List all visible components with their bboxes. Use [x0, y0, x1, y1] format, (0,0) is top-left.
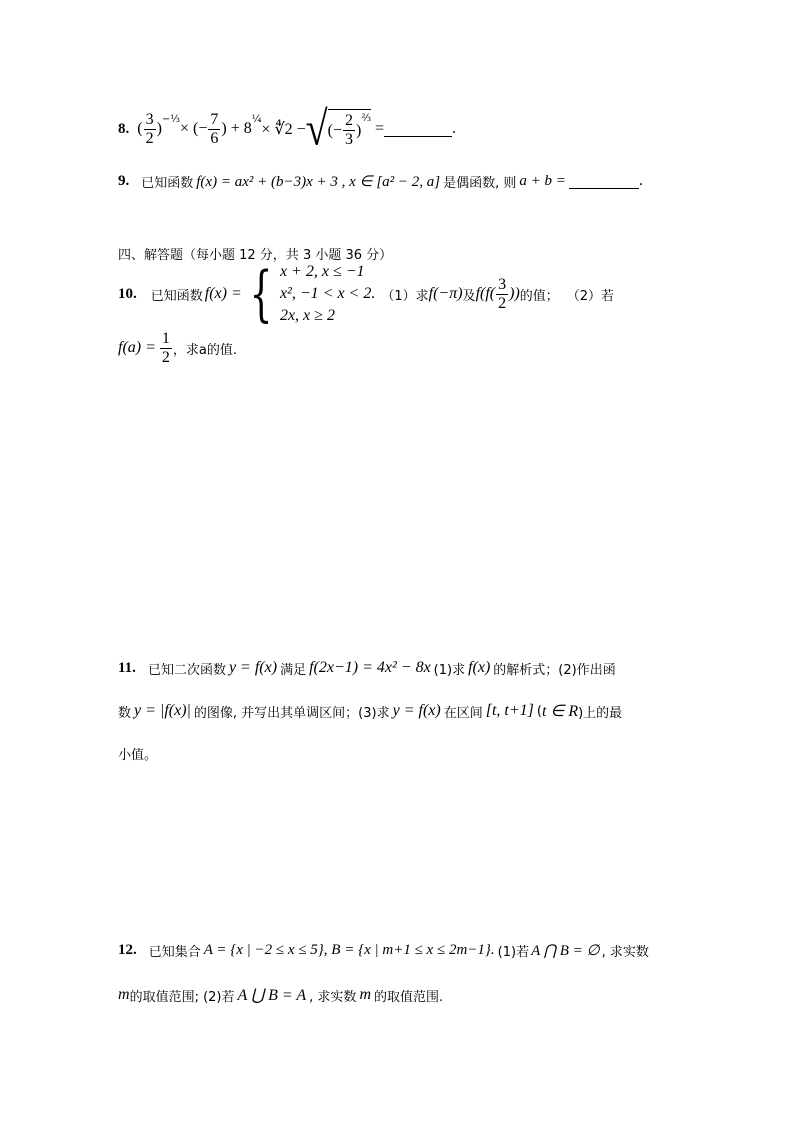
numerator: 2 [344, 112, 353, 129]
math-text: ) [355, 121, 362, 139]
question-10-cont [118, 328, 237, 368]
case-2: x², −1 < x < 2. [279, 285, 376, 302]
question-text: 已知函数 [150, 288, 203, 304]
question-8 [118, 101, 457, 156]
math-expression: [t, t+1] [485, 702, 534, 719]
question-text: 已知集合 [148, 944, 201, 960]
fraction [160, 330, 172, 367]
question-9 [118, 170, 643, 192]
left-brace: { [249, 259, 273, 329]
answer-blank[interactable] [384, 122, 452, 137]
question-number: 12. [118, 941, 137, 958]
question-text: 的值； [519, 288, 559, 304]
question-number: 11. [118, 659, 136, 676]
question-text: ，求a的值. [172, 342, 238, 358]
math-text: ) + 8 [221, 120, 252, 137]
question-text: 的图像, 并写出其单调区间；(3)求 [193, 705, 390, 721]
numerator: 3 [145, 110, 154, 128]
math-expression: f(x) = [204, 285, 242, 302]
question-text: )上的最 [578, 705, 623, 721]
question-12-line2 [118, 983, 443, 1007]
math-expression: f(−π) [428, 285, 463, 302]
case-1: x + 2, x ≤ −1 [279, 263, 365, 280]
question-text: 已知二次函数 [147, 662, 226, 678]
section-heading: 四、解答题（每小题 12 分，共 3 小题 36 分） [118, 248, 393, 263]
exponent: ⅔ [361, 113, 372, 124]
question-text: 已知函数 [141, 175, 194, 191]
exponent: −⅓ [161, 113, 180, 125]
math-expression: f(f( [475, 285, 496, 302]
denominator: 6 [210, 129, 219, 147]
question-text: 的取值范围; (2)若 [129, 989, 235, 1005]
sqrt-symbol: √ [305, 101, 328, 156]
answer-blank[interactable] [569, 174, 639, 189]
question-number: 8. [118, 120, 130, 137]
math-expression: y = f(x) [392, 702, 441, 719]
fraction [496, 276, 508, 313]
numerator: 7 [210, 110, 219, 128]
math-text: = [375, 120, 385, 137]
case-3: 2x, x ≥ 2 [279, 307, 335, 324]
math-expression: f(a) = [118, 339, 156, 356]
math-text: ) [156, 120, 162, 137]
numerator: 3 [498, 275, 507, 293]
exponent: ¼ [251, 113, 262, 125]
question-12 [118, 938, 649, 962]
math-text: ( [137, 120, 143, 137]
question-number: 10. [118, 285, 137, 302]
math-expression: f(2x−1) = 4x² − 8x [309, 659, 431, 676]
question-text: 是偶函数, 则 [443, 175, 517, 191]
question-11-line2 [118, 699, 622, 723]
question-text: , 求实数 [309, 989, 357, 1005]
math-text: × (− [179, 120, 208, 137]
math-expression: y = f(x) [228, 659, 278, 676]
question-10 [118, 259, 615, 329]
math-expression: A ⋂ B = ∅ [531, 942, 600, 959]
fraction [343, 112, 355, 149]
question-text: 及 [462, 288, 476, 304]
question-text: 数 [118, 705, 132, 721]
math-text: . [452, 120, 457, 137]
part-label: （2）若 [566, 288, 615, 304]
math-expression: A ⋃ B = A [237, 987, 307, 1004]
math-expression: m [118, 986, 130, 1003]
question-text: 的解析式；(2)作出函 [493, 662, 616, 678]
sqrt-content [328, 109, 371, 149]
question-text: (1)若 [497, 944, 530, 960]
question-text: (1)求 [433, 662, 466, 678]
math-text: (− [327, 121, 342, 139]
question-text: , 求实数 [601, 944, 649, 960]
math-text: × ∜2 − [261, 121, 306, 138]
math-expression: f(x) [468, 659, 491, 676]
math-expression: f(x) = ax² + (b−3)x + 3 , x ∈ [a² − 2, a] [196, 173, 441, 190]
denominator: 2 [161, 348, 170, 366]
question-text: 在区间 [443, 705, 483, 721]
math-expression: a + b = [519, 172, 566, 189]
fraction [208, 111, 220, 148]
math-expression: t ∈ R [541, 703, 579, 720]
math-expression: y = |f(x)| [134, 702, 191, 719]
denominator: 3 [344, 131, 353, 148]
question-text: 满足 [280, 662, 307, 678]
piecewise-cases [280, 261, 375, 327]
math-expression: m [359, 986, 371, 1003]
question-number: 9. [118, 172, 130, 189]
denominator: 2 [145, 129, 154, 147]
numerator: 1 [161, 329, 170, 347]
question-text: 的取值范围. [374, 989, 444, 1005]
math-expression: )) [509, 285, 520, 302]
question-11 [118, 656, 616, 680]
question-11-line3: 小值。 [118, 748, 158, 763]
part-label: （1）求 [381, 288, 429, 304]
question-text: ( [536, 703, 542, 719]
math-text: . [638, 172, 643, 189]
fraction [144, 111, 156, 148]
denominator: 2 [498, 294, 507, 312]
math-expression: A = {x | −2 ≤ x ≤ 5}, B = {x | m+1 ≤ x ≤ 2m−1}. [203, 941, 495, 958]
